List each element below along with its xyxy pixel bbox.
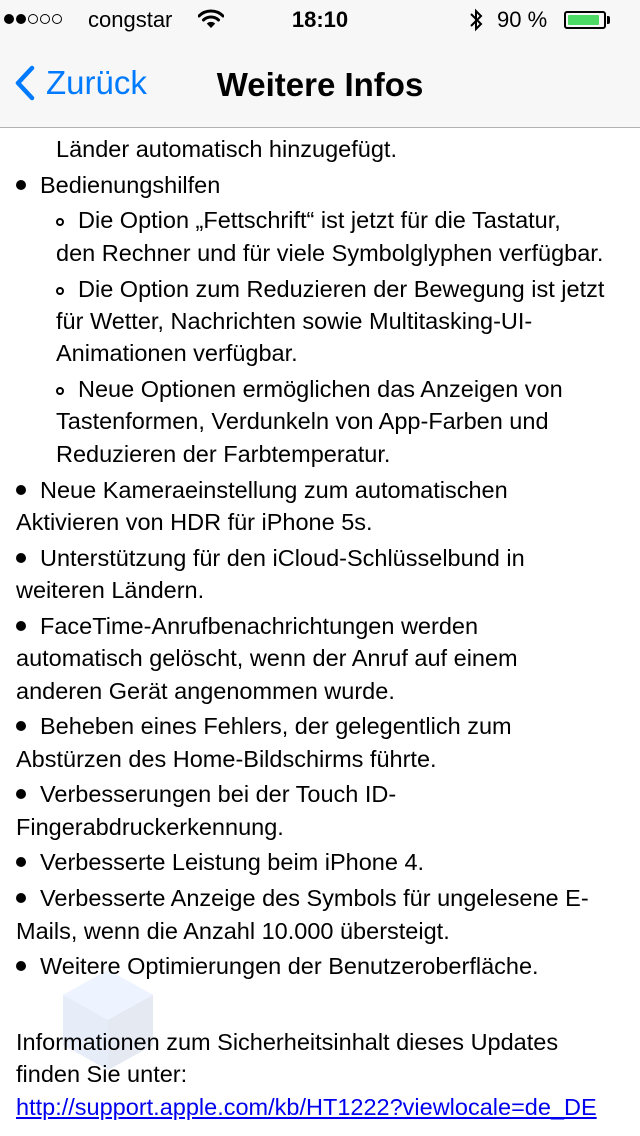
list-item-line	[56, 305, 532, 337]
list-item-line	[56, 438, 390, 470]
list-item-text: Neue Kameraeinstellung zum automatischen	[40, 476, 508, 503]
list-item-text: anderen Gerät angenommen wurde.	[16, 677, 395, 704]
list-item-text: Beheben eines Fehlers, der gelegentlich zum	[40, 713, 512, 740]
list-item-text: Die Option „Fettschrift“ ist jetzt für die Tastatur,	[78, 207, 561, 234]
list-item-text: weiteren Ländern.	[16, 577, 205, 603]
bullet-icon	[16, 721, 26, 731]
support-link[interactable]	[16, 1091, 597, 1123]
list-item-text: Weitere Optimierungen der Benutzeroberfläche.	[40, 953, 539, 980]
battery-tip	[607, 16, 610, 24]
sub-bullet-icon	[56, 218, 64, 226]
signal-dot	[4, 14, 14, 24]
list-item-text: Verbesserte Anzeige des Symbols für ungelesene E-	[40, 885, 589, 912]
signal-strength-icon	[4, 14, 62, 24]
bullet-icon	[16, 553, 26, 563]
list-item-line	[56, 237, 603, 269]
signal-dot	[40, 14, 50, 24]
list-item-line	[16, 506, 373, 538]
battery-icon	[564, 11, 606, 29]
list-item-line	[16, 542, 525, 574]
list-item-line	[16, 846, 424, 878]
navigation-bar	[0, 40, 640, 128]
list-item-line	[16, 811, 284, 843]
list-item-text: Verbesserte Leistung beim iPhone 4.	[40, 849, 425, 876]
clock: 18:10	[291, 7, 349, 32]
bullet-icon	[16, 485, 26, 495]
carrier-name: congstar	[88, 7, 173, 32]
list-item-line	[16, 778, 396, 810]
back-button-label: Zurück	[46, 64, 147, 101]
list-item-line	[16, 169, 220, 201]
back-button[interactable]	[14, 64, 147, 102]
list-item-line	[16, 710, 512, 742]
list-item-line	[16, 882, 589, 914]
list-item-text: Tastenformen, Verdunkeln von App-Farben und	[56, 408, 549, 435]
list-item-line	[56, 204, 561, 236]
support-link-text[interactable]: http://support.apple.com/kb/HT1222?viewlocale=de_DE	[16, 1093, 597, 1120]
security-info-text	[16, 1058, 187, 1090]
list-item-line	[16, 574, 204, 606]
paragraph-text: finden Sie unter:	[16, 1061, 188, 1088]
battery-percentage: 90 %	[497, 7, 548, 32]
bullet-icon	[16, 961, 26, 971]
list-item-text: Aktivieren von HDR für iPhone 5s.	[16, 508, 373, 535]
list-item-text: Länder automatisch hinzugefügt.	[56, 136, 397, 162]
list-item-text: Verbesserungen bei der Touch ID-	[40, 781, 397, 808]
list-item-line	[56, 273, 604, 305]
bluetooth-icon	[468, 7, 484, 39]
list-item-line	[16, 675, 395, 707]
list-item-text: FaceTime-Anrufbenachrichtungen werden	[40, 612, 479, 639]
chevron-left-icon	[14, 65, 36, 101]
bullet-icon	[16, 857, 26, 867]
list-item-text: Mails, wenn die Anzahl 10.000 übersteigt.	[16, 917, 450, 944]
list-item-line	[56, 373, 563, 405]
list-item-line	[16, 915, 450, 947]
bullet-icon	[16, 621, 26, 631]
signal-dot	[52, 14, 62, 24]
list-item-line	[56, 337, 298, 369]
release-notes-content[interactable]	[0, 128, 640, 1136]
list-item-line	[56, 405, 549, 437]
list-item-line	[16, 950, 539, 982]
list-item-line	[16, 642, 518, 674]
page-title: Weitere Infos	[216, 66, 424, 103]
list-item-text: Animationen verfügbar.	[56, 340, 298, 367]
sub-bullet-icon	[56, 287, 64, 295]
bullet-icon	[16, 180, 26, 190]
list-item-text: Abstürzen des Home-Bildschirms führte.	[16, 745, 437, 772]
list-item-line	[16, 743, 437, 775]
list-item-text: für Wetter, Nachrichten sowie Multitasking-UI-	[56, 307, 533, 334]
sub-bullet-icon	[56, 387, 64, 395]
bullet-icon	[16, 789, 26, 799]
wifi-icon	[198, 9, 224, 35]
list-item-line	[56, 133, 397, 165]
list-item-text: Fingerabdruckerkennung.	[16, 813, 284, 840]
list-item-text: Unterstützung für den iCloud-Schlüsselbund in	[40, 544, 525, 571]
list-item-line	[16, 474, 508, 506]
list-item-line	[16, 610, 478, 642]
signal-dot	[16, 14, 26, 24]
list-item-text: automatisch gelöscht, wenn der Anruf auf einem	[16, 645, 518, 672]
list-item-text: Neue Optionen ermöglichen das Anzeigen von	[78, 376, 563, 402]
security-info-text	[16, 1026, 558, 1058]
signal-dot	[28, 14, 38, 24]
paragraph-text: Informationen zum Sicherheitsinhalt dieses Updates	[16, 1028, 559, 1055]
list-item-text: den Rechner und für viele Symbolglyphen verfügbar.	[56, 239, 604, 266]
list-item-text: Die Option zum Reduzieren der Bewegung ist jetzt	[78, 275, 605, 302]
list-item-text: Reduzieren der Farbtemperatur.	[56, 440, 391, 467]
list-item-text: Bedienungshilfen	[40, 171, 221, 198]
bullet-icon	[16, 893, 26, 903]
status-bar	[0, 0, 640, 40]
